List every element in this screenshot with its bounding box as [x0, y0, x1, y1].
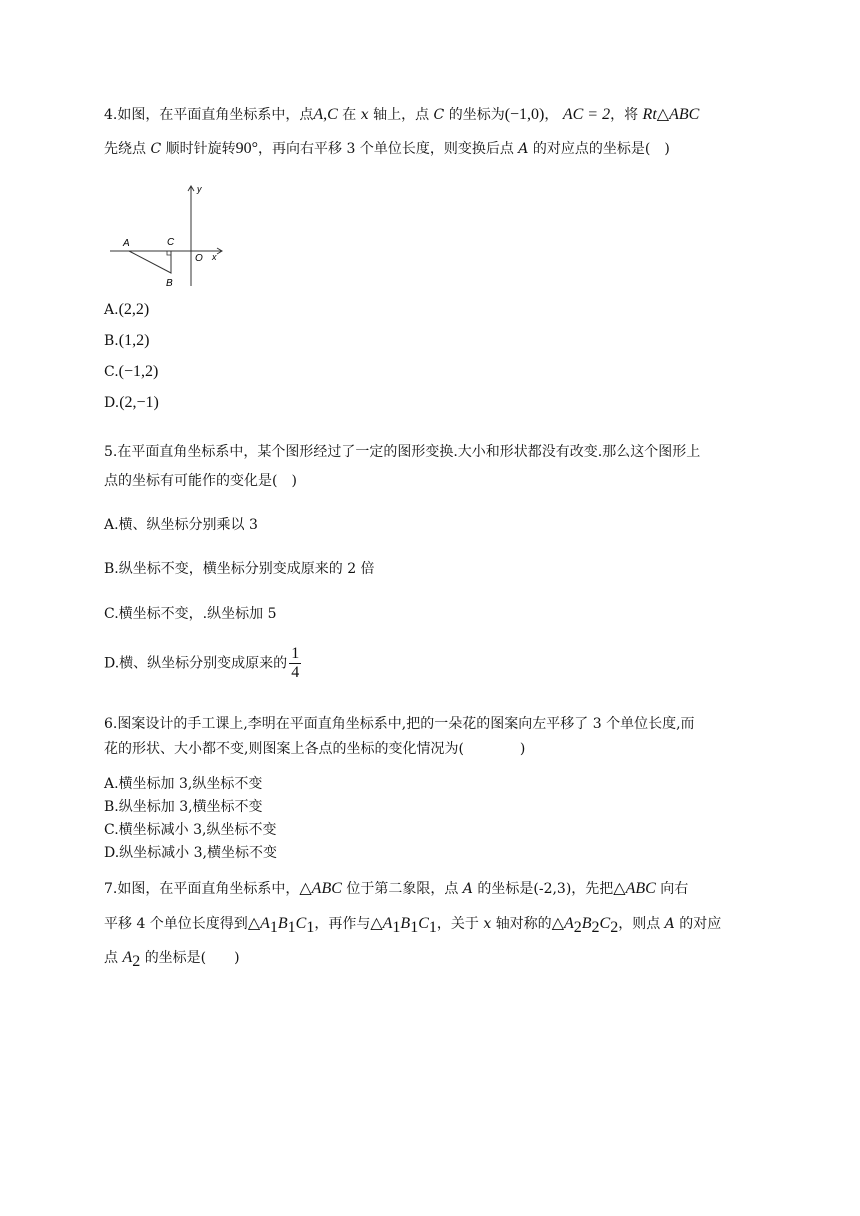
q5-line-1: 5.在平面直角坐标系中，某个图形经过了一定的图形变换.大小和形状都没有改变.那么这个图形上 [104, 444, 701, 460]
q6-option-b: B.纵坐标加 3,横坐标不变 [104, 799, 263, 815]
q4-option-b: B.(1,2) [104, 332, 150, 349]
label-a: A [123, 238, 130, 249]
q5-line-2: 点的坐标有可能作的变化是( ) [104, 473, 297, 489]
q4-option-d: D.(2,−1) [104, 394, 159, 411]
q7-line-1: 7.如图，在平面直角坐标系中，△ABC 位于第二象限，点 A 的坐标是(-2,3)，先把△ABC 向右 [104, 880, 689, 897]
q5-option-d: D.横、纵坐标分别变成原来的 $\frac{1}{4}$ [104, 645, 300, 681]
q7-line-2: 平移 4 个单位长度得到$\triangle A_1B_1C_1$，再作与$\triangle A_1B_1C_1$，关于 x 轴对称的$\triangle A_2B_2C_2$，则点 A 的对应 [104, 915, 722, 936]
q7-line-3: 点 $A_2$ 的坐标是( ) [104, 949, 240, 970]
label-c: C [167, 237, 175, 248]
triangle-abc [129, 251, 171, 273]
q5-option-c: C.横坐标不变，.纵坐标加 5 [104, 606, 277, 622]
label-y: y [197, 184, 202, 194]
fraction-one-quarter: $\frac{1}{4}$ [291, 645, 300, 681]
q4-figure [104, 182, 234, 292]
q6-option-a: A.横坐标加 3,纵坐标不变 [104, 776, 263, 792]
right-angle-mark [167, 251, 171, 255]
q4-line-2: 先绕点 C 顺时针旋转90°，再向右平移 3 个单位长度，则变换后点 A 的对应点的坐标是( ) [104, 140, 670, 157]
q6-option-d: D.纵坐标减小 3,横坐标不变 [104, 845, 277, 861]
label-x: x [212, 252, 217, 262]
q4-option-c: C.(−1,2) [104, 363, 159, 380]
label-o: O [195, 253, 203, 264]
q4-option-a: A.(2,2) [104, 301, 150, 318]
q6-line-1: 6.图案设计的手工课上,李明在平面直角坐标系中,把的一朵花的图案向左平移了 3 个单位长度,而 [104, 716, 695, 732]
label-b: B [166, 278, 173, 289]
q4-line-1: 4.如图，在平面直角坐标系中，点A,C 在 x 轴上，点 C 的坐标为(−1,0)， AC = 2，将 Rt△ABC [104, 106, 700, 123]
q5-option-a: A.横、纵坐标分别乘以 3 [104, 517, 258, 533]
q6-option-c: C.横坐标减小 3,纵坐标不变 [104, 822, 277, 838]
q5-option-b: B.纵坐标不变，横坐标分别变成原来的 2 倍 [104, 561, 375, 577]
q4-number: 4. [104, 107, 118, 123]
q6-line-2: 花的形状、大小都不变,则图案上各点的坐标的变化情况为( ) [104, 741, 526, 757]
